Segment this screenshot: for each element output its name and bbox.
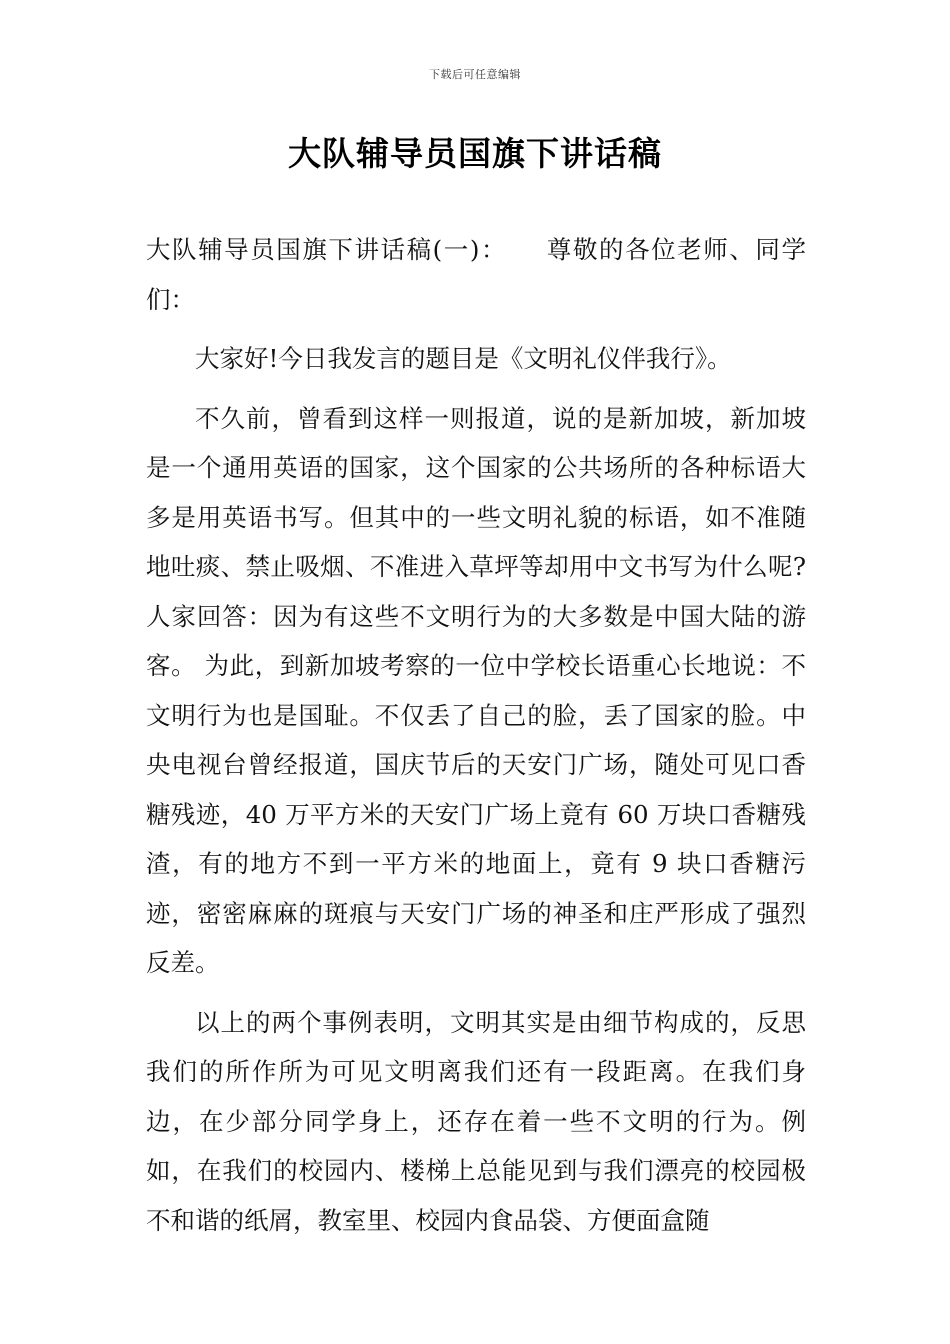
header-note: 下载后可任意编辑 — [429, 68, 521, 81]
paragraph-singapore-story: 不久前，曾看到这样一则报道，说的是新加坡，新加坡是一个通用英语的国家，这个国家的公共场所的各种标语大多是用英语书写。但其中的一些文明礼貌的标语，如不准随地吐痰、禁止吸烟、不准进入草坪等却用中文书写为什么呢?人家回答：因为有这些不文明行为的大多数是中国大陆的游客。 为此，到新加坡考察的一位中学校长语重心长地说：不文明行为也是国耻。不仅丢了自己的脸，丢了国家的脸。中央电视台曾经报道，国庆节后的天安门广场，随处可见口香糖残迹，40 万平方米的天安门广场上竟有 60 万块口香糖残渣，有的地方不到一平方米的地面上，竟有 9 块口香糖污迹，密密麻麻的斑痕与天安门广场的神圣和庄严形成了强烈反差。 — [146, 403, 806, 977]
document-title: 大队辅导员国旗下讲话稿 — [288, 134, 662, 173]
paragraph-intro: 大队辅导员国旗下讲话稿(一)： 尊敬的各位老师、同学们： — [146, 235, 806, 314]
paragraph-greeting: 大家好!今日我发言的题目是《文明礼仪伴我行》。 — [195, 344, 732, 373]
paragraph-reflection: 以上的两个事例表明，文明其实是由细节构成的，反思我们的所作所为可见文明离我们还有一段距离。在我们身边，在少部分同学身上，还存在着一些不文明的行为。例如，在我们的校园内、楼梯上总能见到与我们漂亮的校园极不和谐的纸屑，教室里、校园内食品袋、方便面盒随 — [146, 1007, 806, 1235]
document-body — [146, 225, 806, 1255]
